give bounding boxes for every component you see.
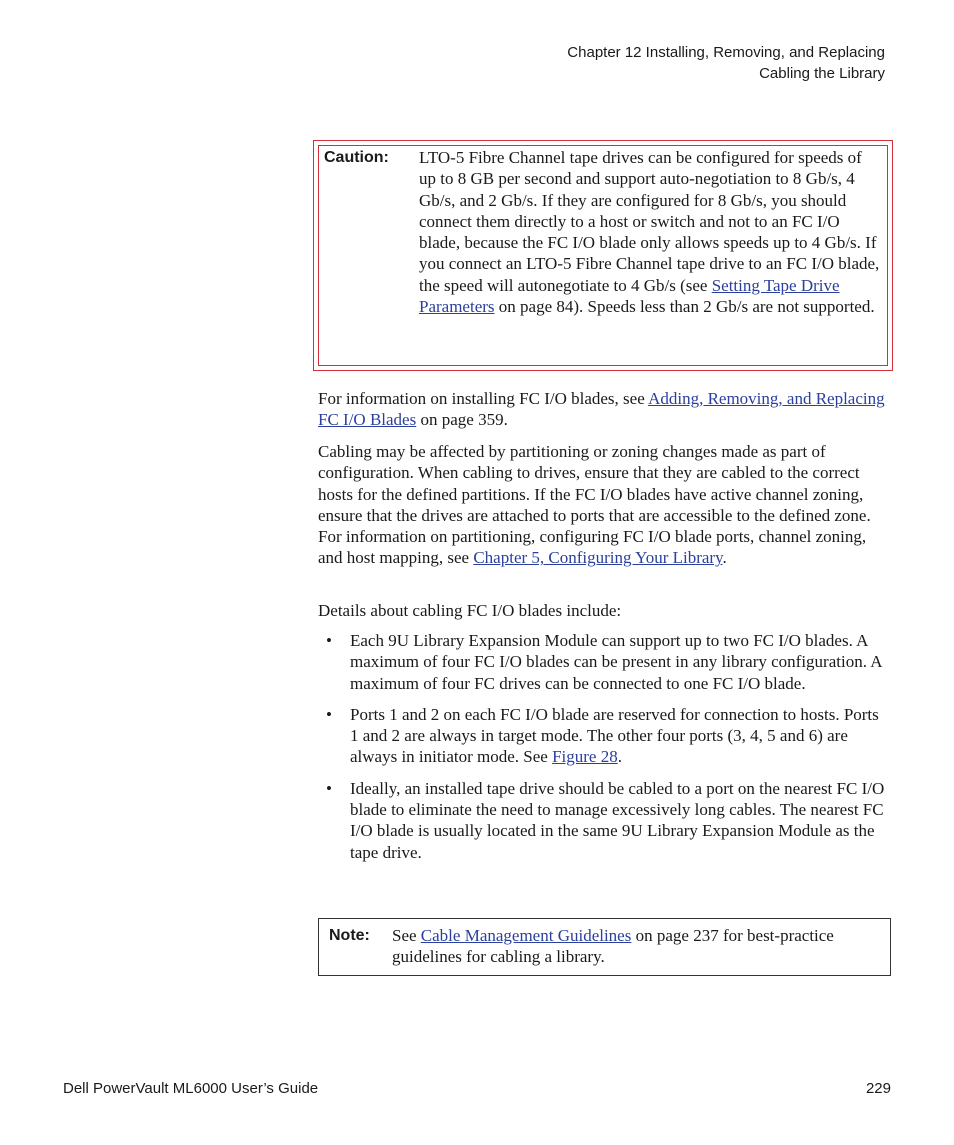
note-text-part: See xyxy=(392,926,421,945)
paragraph-text: on page 359. xyxy=(416,410,508,430)
link-adding-removing-replacing-fc-io-blades[interactable]: Adding, Removing, and Replacing FC I/O Blades xyxy=(318,389,885,430)
list-item xyxy=(318,704,890,768)
note-text xyxy=(392,925,862,968)
bullet-marker: • xyxy=(326,704,332,724)
note-box xyxy=(318,918,891,976)
list-item xyxy=(318,778,890,863)
list-item xyxy=(318,630,890,694)
paragraph-partitioning xyxy=(318,441,890,569)
bullet-marker: • xyxy=(326,778,332,798)
link-figure-28[interactable]: Figure 28 xyxy=(552,747,618,767)
paragraph-text: Cabling may be affected by partitioning or zoning changes made as part of configuration. When cabling to drives, ensure that they are cabled to the correct hosts for the defined partitions. If the FC I/O blades have active channel zoning, ensure that the drives are attached to ports that are accessible to the defined zone. For information on partitioning, configuring FC I/O blade ports, channel zoning, and host mapping, see xyxy=(318,442,871,568)
caution-text-part: on page 84). Speeds less than 2 Gb/s are not supported. xyxy=(494,297,875,317)
bullet-marker: • xyxy=(326,631,332,650)
link-chapter-5[interactable]: Chapter 5, Configuring Your Library xyxy=(473,548,723,568)
list-item-text: Ideally, an installed tape drive should be cabled to a port on the nearest FC I/O blade to eliminate the need to manage excessively long cables. The nearest FC I/O blade is usually located in the same 9U Library Expansion Module as the tape drive. xyxy=(350,778,885,862)
bullet-list xyxy=(318,630,890,873)
list-item-text: . xyxy=(617,747,622,767)
note-text-part: on page 237 for best-practice guidelines for cabling a library. xyxy=(392,926,834,967)
page-number: 229 xyxy=(865,1080,891,1097)
paragraph-text: . xyxy=(722,548,727,568)
caution-text-part: LTO-5 Fibre Channel tape drives can be configured for speeds of up to 8 GB per second and support auto-negotiation to 8 Gb/s, 4 Gb/s, and 2 Gb/s. If they are configured for 8 Gb/s, you should connect them directly to a host or switch and not to an FC I/O blade, because the FC I/O blade only allows speeds up to 4 Gb/s. If you connect an LTO-5 Fibre Channel tape drive to an FC I/O blade, the speed will autonegotiate to 4 Gb/s (see xyxy=(419,148,880,295)
list-item-text: Each 9U Library Expansion Module can support up to two FC I/O blades. A maximum of four FC I/O blades can be present in any library configuration. A maximum of four FC drives can be connected to one FC I/O blade. xyxy=(350,631,882,693)
section-title: Cabling the Library xyxy=(759,65,885,82)
chapter-title: Chapter 12 Installing, Removing, and Replacing xyxy=(567,44,885,61)
caution-box xyxy=(313,140,893,371)
link-cable-management-guidelines[interactable]: Cable Management Guidelines xyxy=(420,926,632,945)
list-item-text: Ports 1 and 2 on each FC I/O blade are reserved for connection to hosts. Ports 1 and 2 are always in target mode. The other four ports (3, 4, 5 and 6) are always in initiator mode. See xyxy=(350,704,879,767)
caution-text xyxy=(419,147,881,317)
caution-label: Caution: xyxy=(324,149,389,166)
paragraph-fc-io-install xyxy=(318,388,890,431)
page-header xyxy=(567,42,885,84)
note-label: Note: xyxy=(329,927,370,944)
footer-title: Dell PowerVault ML6000 User’s Guide xyxy=(63,1080,319,1097)
link-setting-tape-drive-parameters[interactable]: Setting Tape Drive Parameters xyxy=(419,275,840,317)
paragraph-text: For information on installing FC I/O blades, see xyxy=(318,389,649,408)
paragraph-details-intro: Details about cabling FC I/O blades include: xyxy=(318,601,622,620)
